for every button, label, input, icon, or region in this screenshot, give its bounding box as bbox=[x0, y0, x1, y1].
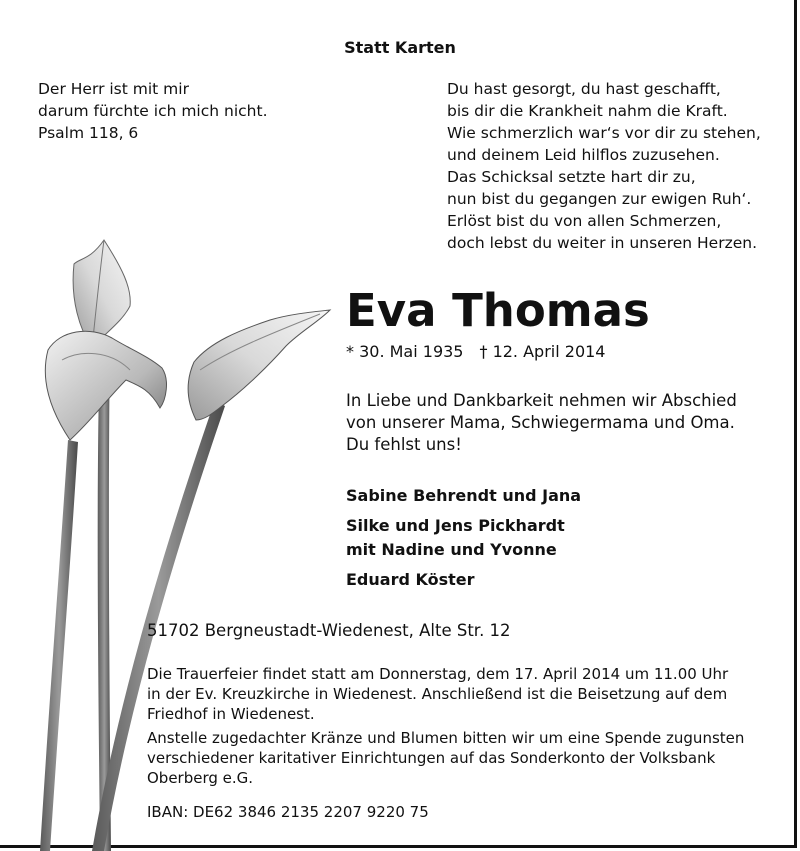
donation-line: verschiedener karitativer Einrichtungen auf das Sonderkonto der Volksbank bbox=[147, 749, 716, 767]
poem-line: Das Schicksal setzte hart dir zu, bbox=[447, 168, 696, 186]
family-member: mit Nadine und Yvonne bbox=[346, 540, 557, 559]
poem-line: und deinem Leid hilflos zuzusehen. bbox=[447, 146, 720, 164]
verse-line: darum fürchte ich mich nicht. bbox=[38, 102, 268, 120]
family-member: Eduard Köster bbox=[346, 570, 475, 589]
ceremony-line: in der Ev. Kreuzkirche in Wiedenest. Anschließend ist die Beisetzung auf dem bbox=[147, 685, 728, 703]
poem-line: Wie schmerzlich war‘s vor dir zu stehen, bbox=[447, 124, 761, 142]
address: 51702 Bergneustadt-Wiedenest, Alte Str. 12 bbox=[147, 621, 511, 640]
lily-flower bbox=[188, 310, 330, 420]
donation-line: Anstelle zugedachter Kränze und Blumen bitten wir um eine Spende zugunsten bbox=[147, 729, 745, 747]
ceremony-line: Friedhof in Wiedenest. bbox=[147, 705, 315, 723]
life-dates bbox=[346, 342, 605, 361]
ceremony-line: Die Trauerfeier findet statt am Donnerstag, dem 17. April 2014 um 11.00 Uhr bbox=[147, 665, 729, 683]
donation-line: Oberberg e.G. bbox=[147, 769, 254, 787]
deceased-name: Eva Thomas bbox=[346, 284, 650, 337]
header-title: Statt Karten bbox=[344, 38, 456, 57]
verse-reference: Psalm 118, 6 bbox=[38, 124, 139, 142]
verse-line: Der Herr ist mit mir bbox=[38, 80, 189, 98]
iban: IBAN: DE62 3846 2135 2207 9220 75 bbox=[147, 803, 429, 821]
family-member: Silke und Jens Pickhardt bbox=[346, 516, 565, 535]
poem-line: doch lebst du weiter in unseren Herzen. bbox=[447, 234, 757, 252]
poem bbox=[447, 78, 761, 254]
birth-date: * 30. Mai 1935 bbox=[346, 342, 464, 361]
ceremony-info bbox=[147, 664, 787, 788]
bible-verse bbox=[38, 78, 268, 144]
poem-line: Erlöst bist du von allen Schmerzen, bbox=[447, 212, 722, 230]
death-date: † 12. April 2014 bbox=[479, 342, 606, 361]
farewell-line: von unserer Mama, Schwiegermama und Oma. bbox=[346, 413, 735, 432]
poem-line: bis dir die Krankheit nahm die Kraft. bbox=[447, 102, 728, 120]
farewell-text bbox=[346, 390, 737, 456]
farewell-line: In Liebe und Dankbarkeit nehmen wir Abschied bbox=[346, 391, 737, 410]
lily-stem bbox=[40, 440, 78, 851]
poem-line: Du hast gesorgt, du hast geschafft, bbox=[447, 80, 721, 98]
poem-line: nun bist du gegangen zur ewigen Ruh‘. bbox=[447, 190, 752, 208]
family-member: Sabine Behrendt und Jana bbox=[346, 486, 582, 505]
family-signatures bbox=[346, 484, 581, 592]
farewell-line: Du fehlst uns! bbox=[346, 435, 462, 454]
